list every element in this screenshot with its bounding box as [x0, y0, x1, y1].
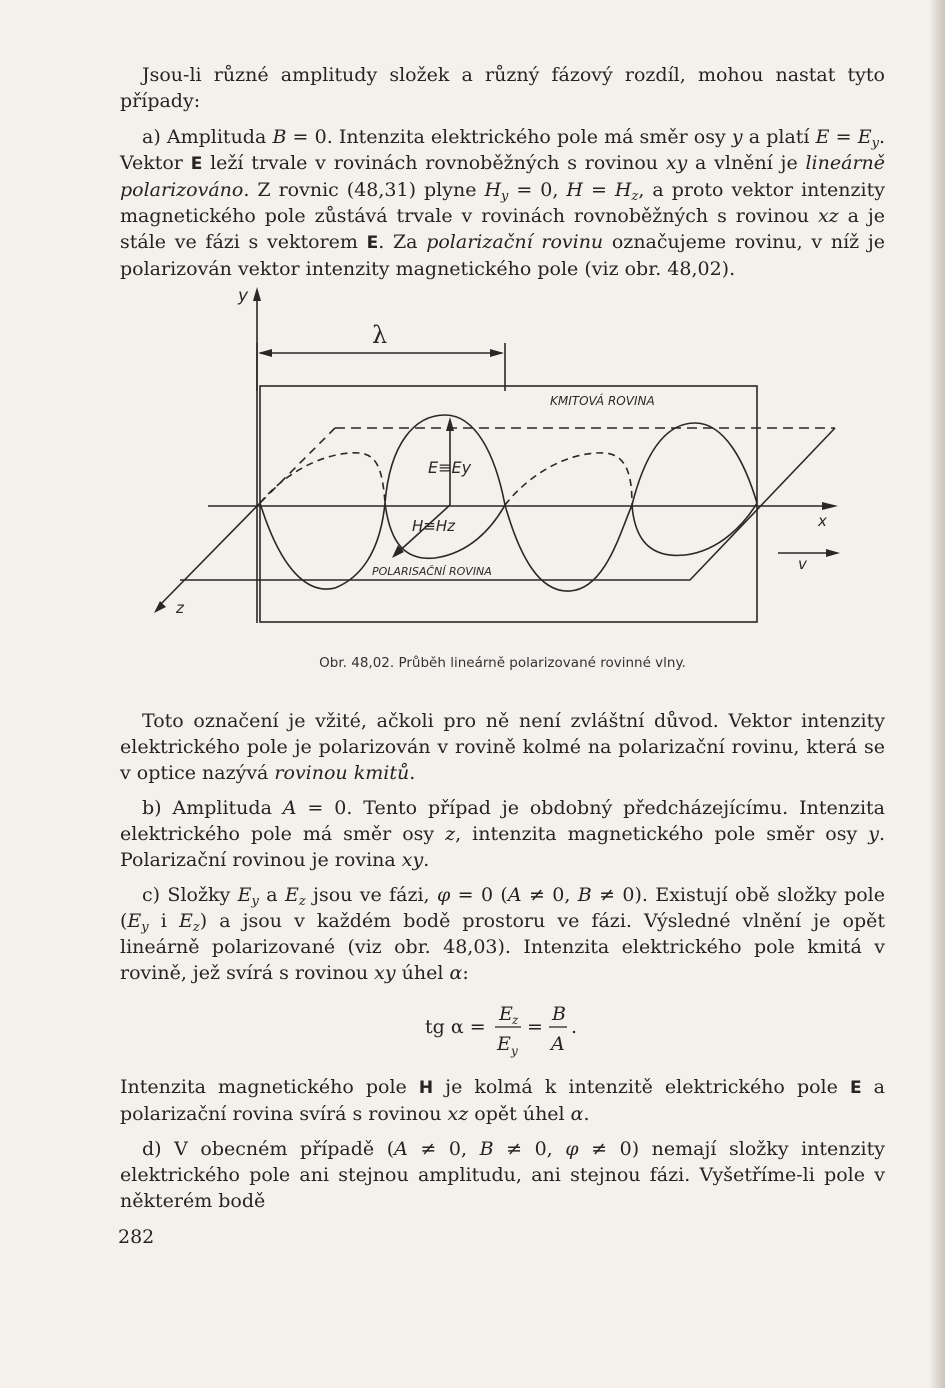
z-axis	[158, 503, 260, 607]
case-c-paragraph: c) Složky $E_y$ a $E_z$ jsou ve fázi, φ = 0 (A ≠ 0, B ≠ 0). Existují obě složky pole ($E_y$ i $E_z$) a jsou v každém bodě prostoru ve fázi. Výsledné vlnění je opět lineárně polarizované (viz obr. 48,03). Intenzita elektrického pole kmitá v rovině, jež svírá s rovinou xy úhel α:	[120, 884, 886, 984]
text-block-bottom	[120, 1074, 885, 1214]
polarisacni-rovina-plane	[180, 428, 835, 580]
v-arrow-head	[826, 549, 840, 557]
e-wave	[260, 415, 757, 591]
para2: Toto označení je vžité, ačkoli pro ně není zvláštní důvod. Vektor intenzity elektrického pole je polarizován v rovině kolmé na polarizační rovinu, která se v optice nazývá rovinou kmitů.	[120, 710, 885, 784]
case-a-paragraph: a) Amplituda B = 0. Intenzita elektrického pole má směr osy y a platí $E = E_y$. Vektor E leží trvale v rovinách rovnoběžných s rovinou xy a vlnění je lineárně polarizováno. Z rovnic (48,31) plyne $H_y = 0$, $H = H_z$, a proto vektor intenzity magnetického pole zůstává trvale v rovinách rovnoběžných s rovinou xz a je stále ve fázi s vektorem E. Za polarizační rovinu označujeme rovinu, v níž je polarizován vektor intenzity magnetického pole (viz obr. 48,02).	[120, 126, 886, 280]
case-d-paragraph: d) V obecném případě (A ≠ 0, B ≠ 0, φ ≠ 0) nemají složky intenzity elektrického pole ani stejnou amplitudu, ani stejnou fázi. Vyšetříme-li pole v některém bodě	[120, 1138, 885, 1212]
formula-den1-sub: y	[511, 1044, 518, 1058]
formula-dot: .	[571, 1016, 578, 1038]
formula-svg	[425, 1000, 595, 1060]
h-wave-dashed	[260, 453, 385, 503]
formula-num2: B	[552, 1003, 566, 1025]
figure-caption: Obr. 48,02. Průběh lineárně polarizované rovinné vlny.	[319, 655, 686, 671]
formula-num1: E	[499, 1003, 513, 1025]
label-kmitova-rovina: KMITOVÁ ROVINA	[550, 394, 655, 408]
lambda-arrow-left	[258, 349, 272, 357]
formula-lhs: tg α =	[425, 1016, 486, 1038]
label-z: z	[176, 599, 184, 617]
tg-alpha-formula	[425, 1000, 595, 1065]
kmitova-rovina-plane	[260, 386, 757, 622]
label-lambda: λ	[372, 321, 388, 349]
formula-num1-sub: z	[512, 1013, 519, 1027]
para3: Intenzita magnetického pole H je kolmá k intenzitě elektrického pole E a polarizační rovina svírá s rovinou xz opět úhel α.	[120, 1076, 885, 1125]
case-b-paragraph: b) Amplituda A = 0. Tento případ je obdobný předcházejícímu. Intenzita elektrického pole má směr osy z, intenzita magnetického pole směr osy y. Polarizační rovinou je rovina xy.	[120, 797, 885, 871]
label-polarisacni-rovina: POLARISAČNÍ ROVINA	[372, 565, 492, 578]
y-axis-arrow	[253, 287, 261, 301]
intro-paragraph: Jsou-li různé amplitudy složek a různý fázový rozdíl, mohou nastat tyto případy:	[120, 64, 885, 112]
text-block-top	[120, 62, 885, 282]
text-block-middle	[120, 708, 885, 986]
lambda-arrow-right	[490, 349, 504, 357]
wave-figure	[150, 283, 850, 633]
z-axis-arrow	[154, 601, 166, 613]
page-number: 282	[118, 1226, 155, 1248]
label-h: H≡Hz	[412, 517, 456, 535]
h-wave-back-dashed	[505, 453, 632, 505]
label-e: E≡Ey	[428, 458, 472, 477]
formula-eq2: =	[527, 1016, 543, 1038]
formula-den1: E	[497, 1033, 511, 1055]
label-y: y	[238, 286, 249, 306]
label-v: v	[798, 555, 807, 573]
x-axis-arrow	[822, 502, 838, 510]
page-edge-shadow	[929, 0, 945, 1388]
e-vector-arrow	[446, 417, 454, 431]
label-x: x	[818, 512, 827, 530]
formula-den2: A	[551, 1033, 565, 1055]
h-vector-arrow	[392, 545, 404, 558]
